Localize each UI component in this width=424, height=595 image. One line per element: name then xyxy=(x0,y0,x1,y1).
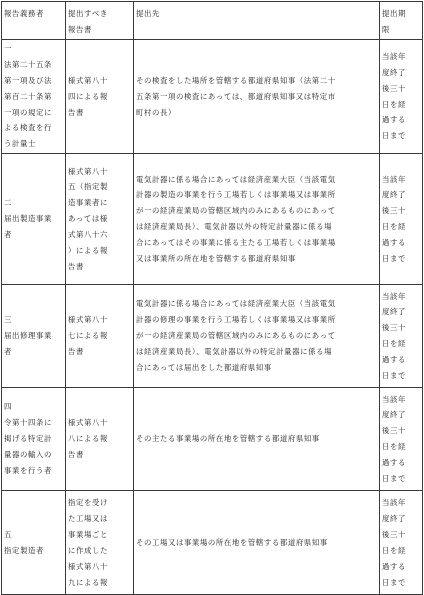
cell-deadline: 当該年 度終了 後三十 日を経 過する 日まで xyxy=(380,39,423,153)
cell-obligor: 四 令第十四条に 掲げる特定計 量器の輸入の 事業を行う者 xyxy=(2,388,66,491)
header-submission-destination: 提出先 xyxy=(134,2,380,40)
header-reporting-obligor: 報告義務者 xyxy=(2,2,66,40)
cell-report-form: 様式第八十 四による報 告書 xyxy=(66,39,134,153)
cell-report-form: 様式第八十 五（指定製 造事業者に あっては様 式第八十六 ）による報 告書 xyxy=(66,154,134,285)
cell-report-form: 様式第八十 八による報 告書 xyxy=(66,388,134,491)
cell-deadline: 当該年 度終了 後三十 日を経 過する 日まで xyxy=(380,154,423,285)
report-obligation-table xyxy=(1,1,423,595)
cell-destination: 電気計器に係る場合にあっては経済産業大臣（当該電気 計器の製造の事業を行う工場若しくは事業場又は事業所 が一の経済産業局の管轄区域内のみにあるものにあって は経済産業局長）、電気計器以外の特定計量器に係る場 合にあってはその事業に係る主たる工場若しくは事業場 又は事業所の所在地を管轄する都道府県知事 xyxy=(134,154,380,285)
table-row xyxy=(2,491,423,595)
cell-obligor: 五 指定製造者 xyxy=(2,491,66,595)
table-row xyxy=(2,285,423,388)
table-row xyxy=(2,154,423,285)
cell-destination: その工場又は事業場の所在地を管轄する都道府県知事 xyxy=(134,491,380,595)
table-header-row xyxy=(2,2,423,40)
header-report-form: 提出すべき 報告書 xyxy=(66,2,134,40)
cell-deadline: 当該年 度終了 後三十 日を経 過する 日まで xyxy=(380,491,423,595)
cell-deadline: 当該年 度終了 後三十 日を経 過する 日まで xyxy=(380,285,423,388)
cell-report-form: 様式第八十 七による報 告書 xyxy=(66,285,134,388)
cell-deadline: 当該年 度終了 後三十 日を経 過する 日まで xyxy=(380,388,423,491)
cell-destination: その検査をした場所を管轄する都道府県知事（法第二十 五条第一項の検査にあっては、都道府県知事又は特定市 町村の長） xyxy=(134,39,380,153)
table-row xyxy=(2,388,423,491)
cell-obligor: 三 届出修理事業 者 xyxy=(2,285,66,388)
cell-destination: その主たる事業場の所在地を管轄する都道府県知事 xyxy=(134,388,380,491)
cell-obligor: 二 届出製造事業 者 xyxy=(2,154,66,285)
cell-obligor: 一 法第二十五条 第一項及び法 第百二十条第 一項の規定に よる検査を行 う計量士 xyxy=(2,39,66,153)
header-submission-deadline: 提出期 限 xyxy=(380,2,423,40)
cell-destination: 電気計器に係る場合にあっては経済産業大臣（当該電気 計器の修理の事業を行う工場若しくは事業場又は事業所 が一の経済産業局の管轄区域内のみにあるものにあって は経済産業局長）、電気計器以外の特定計量器に係る場 合にあっては届出をした都道府県知事 xyxy=(134,285,380,388)
cell-report-form: 指定を受け た工場又は 事業場ごと に作成した 様式第八十 九による報 xyxy=(66,491,134,595)
table-row xyxy=(2,39,423,153)
